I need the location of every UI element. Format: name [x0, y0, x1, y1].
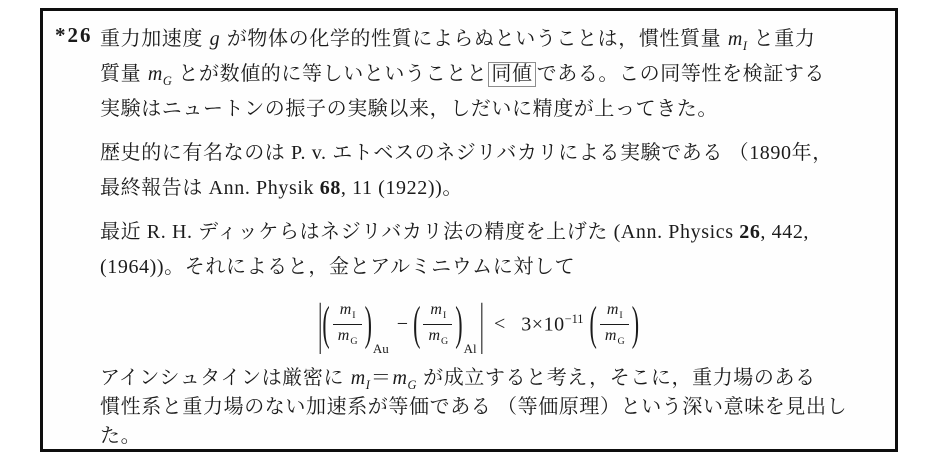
coefficient: $3\times 10^{-11}$ [521, 311, 584, 336]
minus-sign: − [396, 312, 409, 335]
left-paren: ( [589, 296, 597, 350]
mass-ratio-aluminum [423, 300, 452, 347]
text-line: 重力加速度 g が物体の化学的性質によらぬということは，慣性質量 $m_I$ と重力 [100, 28, 816, 53]
abs-bar-right: | [479, 290, 485, 355]
paragraph-intro [100, 22, 881, 127]
problem-body [100, 22, 881, 451]
text-line: アインシュタインは厳密に $m_I=m_G$ が成立すると考え，そこに，重力場のある [100, 367, 816, 392]
problem-box [40, 8, 898, 452]
text-line: 最近 R. H. ディッケらはネジリバカリ法の精度を上げた (Ann. Physics 26, 442, [100, 221, 810, 243]
subscript-gold: Au [372, 341, 389, 356]
right-paren: ) [455, 296, 463, 350]
left-paren: ( [413, 296, 421, 350]
equation [100, 290, 857, 356]
paragraph-eotvos [100, 136, 881, 206]
problem-number: *26 [55, 23, 93, 47]
left-paren: ( [322, 296, 330, 350]
denominator: $m_G$ [337, 326, 358, 347]
paragraph-einstein [100, 364, 881, 451]
denominator: $m_G$ [604, 326, 625, 347]
text-line: 質量 $m_G$ とが数値的に等しいということと 同値 である。この同等性を検証する [100, 63, 826, 88]
mass-ratio-generic [600, 300, 629, 347]
text-line: 歴史的に有名なのは P. v. エトベスのネジリバカリによる実験である （1890年， [100, 142, 833, 164]
subscript-aluminum: Al [463, 341, 477, 356]
mass-ratio-gold [333, 300, 362, 347]
numerator: $m_I$ [423, 300, 452, 324]
denominator: $m_G$ [428, 326, 449, 347]
paragraph-dicke [100, 215, 881, 285]
text-line: た。 [100, 425, 142, 447]
text-line: 最終報告は Ann. Physik 68, 11 (1922))。 [100, 177, 463, 199]
text-line: 慣性系と重力場のない加速系が等価である （等価原理）という深い意味を見出し [100, 396, 848, 418]
right-paren: ) [631, 296, 640, 350]
numerator: $m_I$ [600, 300, 629, 324]
text-line: 実験はニュートンの振子の実験以来，しだいに精度が上ってきた。 [100, 98, 718, 120]
right-paren: ) [364, 296, 372, 350]
numerator: $m_I$ [333, 300, 362, 324]
less-than-sign: < [494, 312, 506, 335]
abs-bar-left: | [317, 290, 323, 355]
text-line: (1964))。それによると，金とアルミニウムに対して [100, 256, 576, 278]
